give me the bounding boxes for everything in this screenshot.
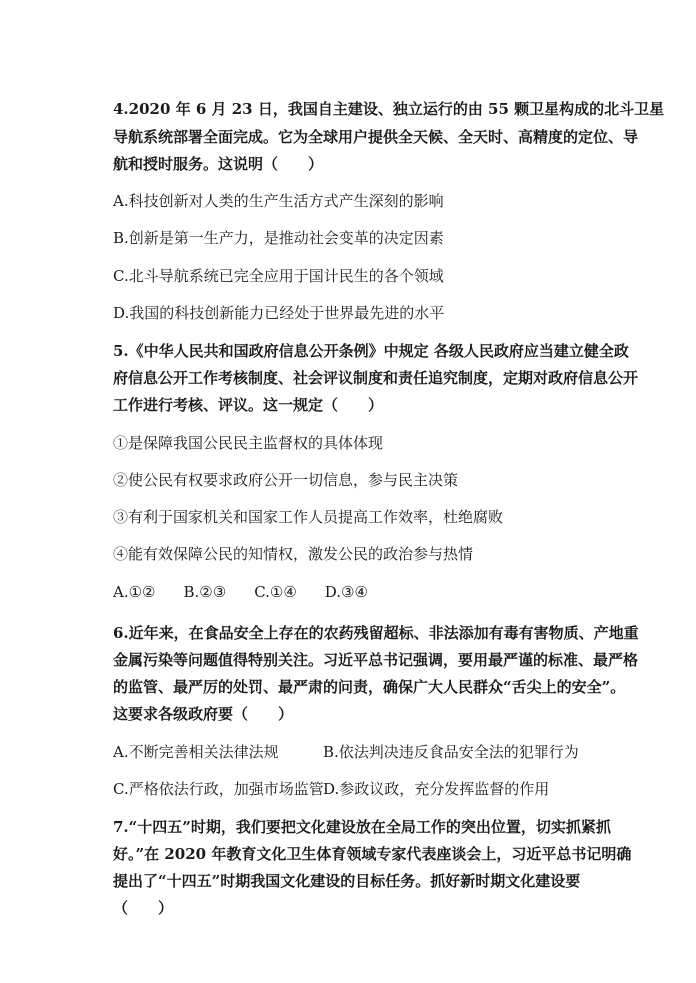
q5-statement-4: ④能有效保障公民的知情权，激发公民的政治参与热情: [113, 545, 474, 563]
q4-option-a: A.科技创新对人类的生产生活方式产生深刻的影响: [113, 192, 444, 210]
q7-stem-line-2: 好。”在 2020 年教育文化卫生体育领域专家代表座谈会上，习近平总书记明确: [113, 845, 632, 863]
q5-choice-d: D.③④: [324, 583, 368, 601]
q6-stem-line-3: 的监管、最严厉的处罚、最严肃的问责，确保广大人民群众“舌尖上的安全”。: [113, 678, 626, 696]
q5-statement-1: ①是保障我国公民民主监督权的具体体现: [113, 434, 384, 452]
q5-statement-2: ②使公民有权要求政府公开一切信息，参与民主决策: [113, 471, 459, 489]
q7-stem-line-4: （ ）: [113, 899, 174, 917]
q5-stem-line-2: 府信息公开工作考核制度、社会评议制度和责任追究制度，定期对政府信息公开: [113, 369, 639, 387]
q5-stem-line-3: 工作进行考核、评议。这一规定（ ）: [113, 396, 384, 414]
q5-choice-b: B.②③: [183, 583, 227, 601]
q6-stem-line-1: 6.近年来，在食品安全上存在的农药残留超标、非法添加有毒有害物质、产地重: [113, 624, 639, 642]
q7-stem-line-1: 7.“十四五”时期，我们要把文化建设放在全局工作的突出位置，切实抓紧抓: [113, 818, 611, 836]
q4-option-c: C.北斗导航系统已完全应用于国计民生的各个领域: [113, 267, 444, 285]
q5-choices: [113, 581, 368, 603]
q5-choice-a: A.①②: [113, 583, 156, 601]
q4-stem-line-1: 4.2020 年 6 月 23 日，我国自主建设、独立运行的由 55 颗卫星构成的北斗卫星: [113, 100, 665, 118]
q6-stem-line-2: 金属污染等问题值得特别关注。习近平总书记强调，要用最严谨的标准、最严格: [113, 651, 639, 669]
q6-stem-line-4: 这要求各级政府要（ ）: [113, 705, 294, 723]
q6-option-c: C.严格依法行政，加强市场监管: [113, 780, 324, 798]
q7-stem-line-3: 提出了“十四五”时期我国文化建设的目标任务。抓好新时期文化建设要: [113, 872, 581, 890]
q5-choice-c: C.①④: [254, 583, 297, 601]
q4-option-b: B.创新是第一生产力，是推动社会变革的决定因素: [113, 229, 444, 247]
q4-stem-line-3: 航和授时服务。这说明（ ）: [113, 155, 324, 173]
q5-stem-line-1: 5.《中华人民共和国政府信息公开条例》中规定 各级人民政府应当建立健全政: [113, 342, 629, 360]
q6-option-b: B.依法判决违反食品安全法的犯罪行为: [323, 743, 579, 761]
q4-option-d: D.我国的科技创新能力已经处于世界最先进的水平: [113, 304, 445, 322]
q6-option-d: D.参政议政，充分发挥监督的作用: [323, 780, 550, 798]
q6-option-a: A.不断完善相关法律法规: [113, 743, 279, 761]
q5-statement-3: ③有利于国家机关和国家工作人员提高工作效率，杜绝腐败: [113, 508, 504, 526]
q4-stem-line-2: 导航系统部署全面完成。它为全球用户提供全天候、全天时、高精度的定位、导: [113, 128, 639, 146]
